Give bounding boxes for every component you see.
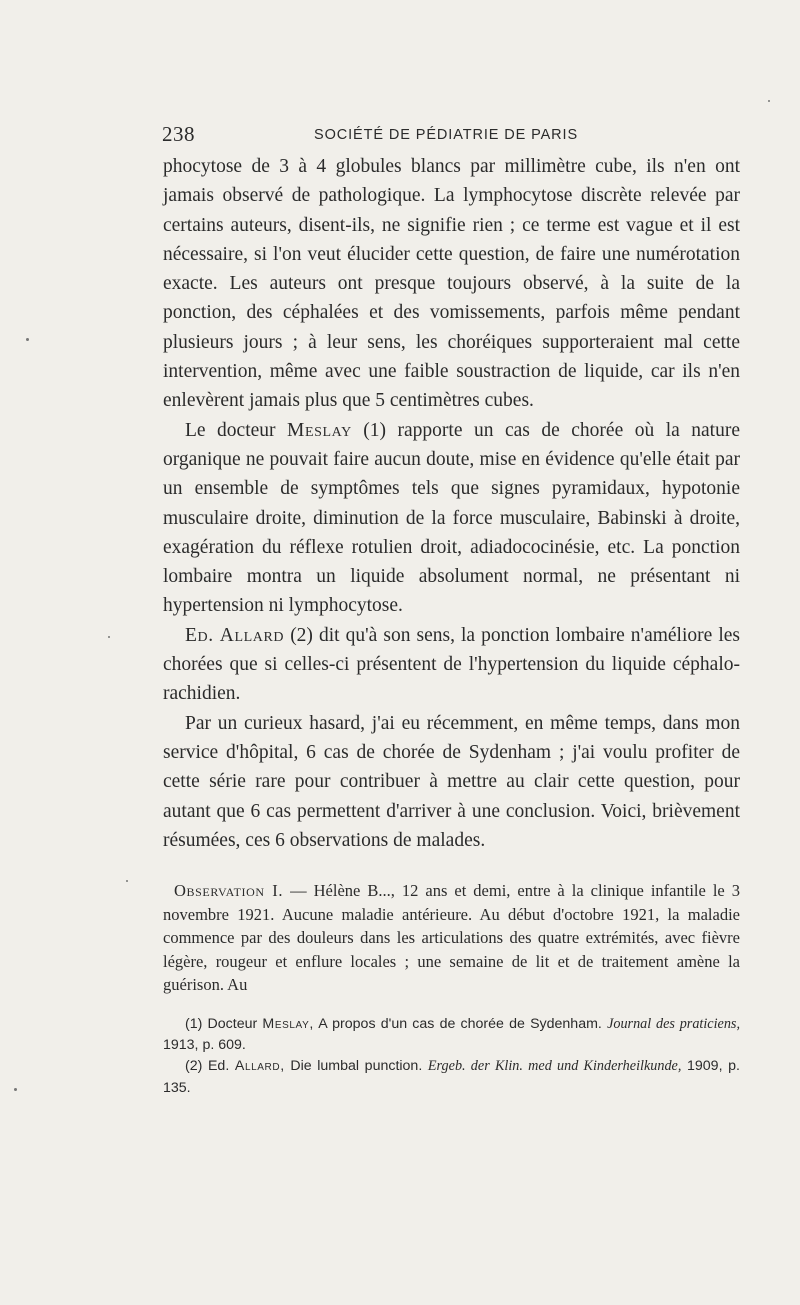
footnote-1-author: Meslay, — [262, 1016, 314, 1032]
footnote-2 — [163, 1056, 740, 1098]
footnote-2-marker: (2) Ed. — [185, 1058, 230, 1075]
paper-speck — [26, 338, 29, 341]
paragraph-1: phocytose de 3 à 4 globules blancs par millimètre cube, ils n'en ont jamais observé de pathologique. La lymphocytose discrète relevée par certains auteurs, disent-ils, ne signifie rien ; ce terme est vague et il est nécessaire, si l'on veut élucider cette question, de faire une numérotation exacte. Les auteurs ont presque toujours observé, à la suite de la ponction, des céphalées et des vomissements, parfois même pendant plusieurs jours ; à leur sens, les choréiques supporteraient mal cette intervention, même avec une faible soustraction de liquide, car ils n'en enlevèrent jamais plus que 5 centimètres cubes. — [163, 156, 740, 412]
footnote-1-title: A propos d'un cas de chorée de Sydenham. — [318, 1016, 602, 1032]
author-initial-ed: Ed. — [185, 624, 214, 646]
observation-label: Observation I. — [174, 881, 284, 900]
paper-speck — [108, 636, 110, 638]
paragraph-4: Par un curieux hasard, j'ai eu récemment, en même temps, dans mon service d'hôpital, 6 cas de chorée de Sydenham ; j'ai voulu profiter de cette série rare pour contribuer à mettre au clair cette question, pour autant que 6 cas permettent d'arriver à une conclusion. Voici, brièvement résumées, ces 6 observations de malades. — [163, 712, 740, 851]
footnote-1 — [163, 1014, 740, 1056]
footnote-1-marker: (1) Docteur — [185, 1016, 258, 1032]
paragraph-2-text: (1) rapporte un cas de chorée où la nature organique ne pouvait faire aucun doute, mise en évidence qu'elle était par un ensemble de symptômes tels que signes pyramidaux, hypotonie musculaire droite, diminution de la force musculaire, Babinski à droite, exagération du réflexe rotulien droit, adiadococinésie, etc. La ponction lombaire montra un liquide absolument normal, ne présentant ni hypertension ni lymphocytose. — [163, 419, 740, 617]
paper-speck — [14, 1088, 17, 1091]
running-head: SOCIÉTÉ DE PÉDIATRIE DE PARIS — [314, 127, 579, 143]
author-name-meslay: Meslay — [287, 419, 352, 441]
footnote-2-author: Allard, — [234, 1058, 285, 1075]
footnote-2-journal: Ergeb. der Klin. med und Kinderheilkunde, — [427, 1058, 682, 1075]
footnote-1-journal: Journal des praticiens, — [607, 1016, 740, 1032]
footnote-1-reference: 1913, p. 609. — [163, 1037, 246, 1054]
page-header — [162, 118, 740, 148]
observation-block — [163, 879, 740, 997]
paragraph-2 — [163, 416, 740, 621]
paper-speck — [768, 100, 770, 102]
observation-1 — [163, 879, 740, 997]
footnote-2-title: Die lumbal punction. — [290, 1058, 423, 1075]
body-text — [163, 152, 740, 855]
paragraph-3-text: (2) dit qu'à son sens, la ponction lombaire n'améliore les chorées que si celles-ci présentent de l'hypertension du liquide céphalo-rachidien. — [163, 624, 741, 705]
paragraph-2-lead: Le docteur — [185, 419, 276, 441]
observation-text: — Hélène B..., 12 ans et demi, entre à la clinique infantile le 3 novembre 1921. Aucune maladie antérieure. Au début d'octobre 1921, la maladie commence par des douleurs dans les articulations des quatre extrémités, avec fièvre légère, rougeur et enflure locales ; une semaine de lit et de traitement amène la guérison. Au — [163, 881, 740, 994]
footnotes — [163, 1014, 740, 1099]
author-name-allard: Allard — [219, 624, 285, 646]
paragraph-3 — [163, 621, 740, 709]
footnote-2-reference: 1909, p. 135. — [163, 1058, 740, 1096]
page-number: 238 — [162, 122, 195, 146]
paper-speck — [126, 880, 128, 882]
